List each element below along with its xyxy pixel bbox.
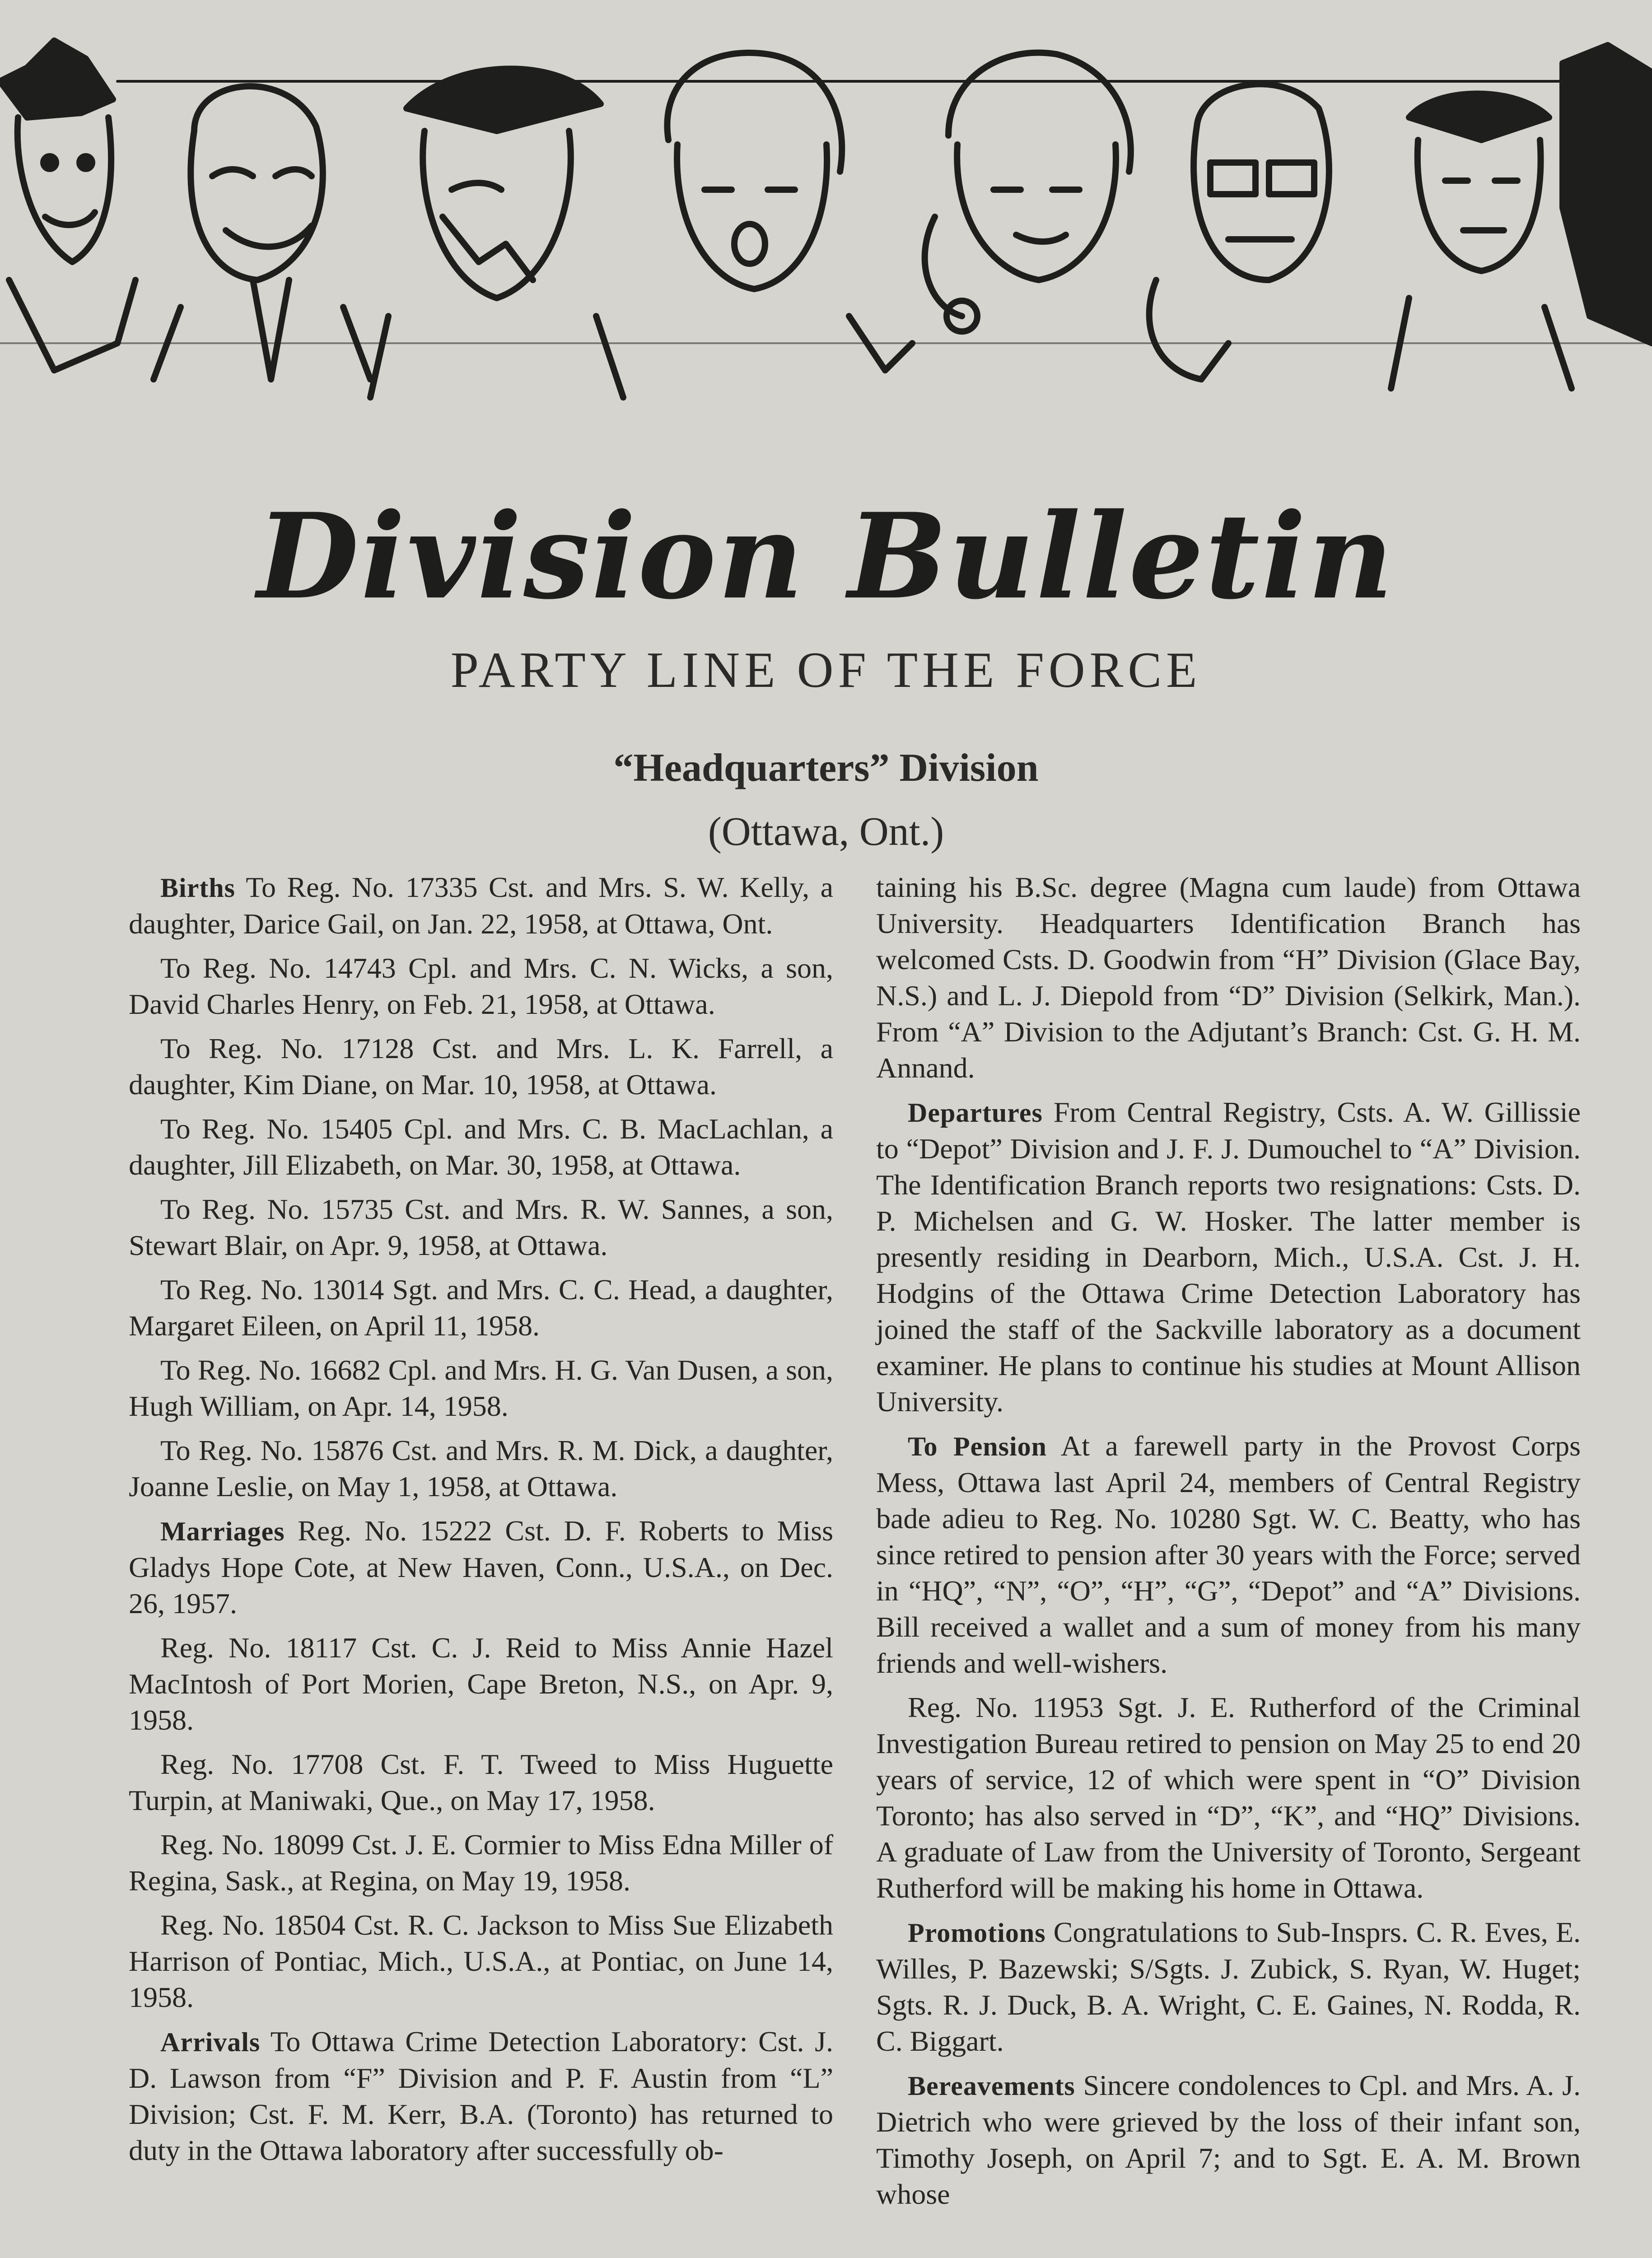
paragraph-text: Reg. No. 11953 Sgt. J. E. Rutherford of the Criminal Investigation Bureau retired to pension on May 25 to end 20 years of service, 12 of which were spent in “O” Division Toronto; has also served in “D”, “K”, and “HQ” Divisions. A graduate of Law from the University of Toronto, Sergeant Rutherford will be making his home in Ottawa. <box>876 1691 1581 1904</box>
paragraph-text: Sincere condolences to Cpl. and Mrs. A. J. Dietrich who were grieved by the loss of their infant son, Timothy Joseph, on April 7; and to Sgt. E. A. M. Brown whose <box>876 2069 1581 2210</box>
officer-cap-face-icon <box>370 69 623 397</box>
paragraph <box>129 2024 833 2169</box>
glasses-man-phone-face-icon <box>1149 84 1329 379</box>
paragraph <box>129 1191 833 1264</box>
telephone-operator-face-icon <box>925 53 1131 331</box>
paragraph-text: Reg. No. 18504 Cst. R. C. Jackson to Miss Sue Elizabeth Harrison of Pontiac, Mich., U.S.A., at Pontiac, on June 14, 1958. <box>129 1909 833 2013</box>
paragraph <box>876 2067 1581 2212</box>
section-heading: Departures <box>908 1098 1043 1128</box>
section-heading: Arrivals <box>160 2027 261 2057</box>
section-heading: To Pension <box>908 1432 1047 1461</box>
division-place: (Ottawa, Ont.) <box>708 809 944 854</box>
section-heading: Births <box>160 873 236 903</box>
section-heading: Marriages <box>160 1516 285 1546</box>
paragraph <box>129 1352 833 1424</box>
paragraph <box>876 1689 1581 1906</box>
paragraph <box>129 1746 833 1819</box>
mountie-hat-face-icon <box>0 41 135 370</box>
paragraph-text: To Reg. No. 14743 Cpl. and Mrs. C. N. Wicks, a son, David Charles Henry, on Feb. 21, 1958, at Ottawa. <box>129 952 833 1020</box>
paragraph-text: taining his B.Sc. degree (Magna cum laude) from Ottawa University. Headquarters Identification Branch has welcomed Csts. D. Goodwin from “H” Division (Glace Bay, N.S.) and L. J. Diepold from “D” Division (Selkirk, Man.). From “A” Division to the Adjutant’s Branch: Cst. G. H. M. Annand. <box>876 871 1581 1084</box>
paragraph <box>129 1630 833 1738</box>
bulletin-title: Division Bulletin <box>257 488 1395 625</box>
paragraph-text: From Central Registry, Csts. A. W. Gillissie to “Depot” Division and J. F. J. Dumouchel to “A” Division. The Identification Branch reports two resignations: Csts. D. P. Michelsen and G. W. Hosker. The latter member is presently residing in Dearborn, Mich., U.S.A. Cst. J. H. Hodgins of the Ottawa Crime Detection Laboratory has joined the staff of the Sackville laboratory as a document examiner. He plans to continue his studies at Mount Allison University. <box>876 1096 1581 1418</box>
paragraph-text: Reg. No. 18117 Cst. C. J. Reid to Miss Annie Hazel MacIntosh of Port Morien, Cape Breton, N.S., on Apr. 9, 1958. <box>129 1632 833 1736</box>
paragraph <box>129 1432 833 1505</box>
paragraph-text: To Reg. No. 15735 Cst. and Mrs. R. W. Sannes, a son, Stewart Blair, on Apr. 9, 1958, at Ottawa. <box>129 1193 833 1261</box>
paragraph <box>129 1031 833 1103</box>
paragraph-text: Reg. No. 15222 Cst. D. F. Roberts to Miss Gladys Hope Cote, at New Haven, Conn., U.S.A., on Dec. 26, 1957. <box>129 1515 834 1619</box>
paragraph <box>129 1513 833 1622</box>
mountie-cap-horse-icon <box>1391 45 1652 388</box>
paragraph <box>129 1272 833 1344</box>
paragraph <box>129 1907 833 2015</box>
paragraph-text: To Reg. No. 13014 Sgt. and Mrs. C. C. Head, a daughter, Margaret Eileen, on April 11, 1958. <box>129 1274 833 1342</box>
section-heading: Bereavements <box>908 2071 1075 2101</box>
paragraph <box>876 1428 1581 1681</box>
paragraph <box>876 1914 1581 2059</box>
paragraph-text: To Reg. No. 17128 Cst. and Mrs. L. K. Farrell, a daughter, Kim Diane, on Mar. 10, 1958, at Ottawa. <box>129 1032 833 1101</box>
paragraph-text: To Reg. No. 17335 Cst. and Mrs. S. W. Kelly, a daughter, Darice Gail, on Jan. 22, 1958, at Ottawa, Ont. <box>129 871 834 940</box>
paragraph <box>129 1827 833 1899</box>
paragraph <box>876 1094 1581 1420</box>
paragraph <box>129 869 833 942</box>
woman-face-icon <box>667 53 912 370</box>
bald-man-face-icon <box>154 86 370 379</box>
section-heading: Promotions <box>908 1918 1046 1948</box>
paragraph <box>129 1111 833 1183</box>
paragraph-text: Reg. No. 17708 Cst. F. T. Tweed to Miss Huguette Turpin, at Maniwaki, Que., on May 17, 1958. <box>129 1748 833 1816</box>
paragraph-text: Congratulations to Sub-Insprs. C. R. Eves, E. Willes, P. Bazewski; S/Sgts. J. Zubick, S. Ryan, W. Huget; Sgts. R. J. Duck, B. A. Wright, C. E. Gaines, N. Rodda, R. C. Biggart. <box>876 1916 1581 2057</box>
paragraph-text: To Reg. No. 15876 Cst. and Mrs. R. M. Dick, a daughter, Joanne Leslie, on May 1, 1958, at Ottawa. <box>129 1434 833 1502</box>
left-column <box>129 869 833 2177</box>
bulletin-subtitle: PARTY LINE OF THE FORCE <box>450 642 1202 698</box>
paragraph-text: To Ottawa Crime Detection Laboratory: Cst. J. D. Lawson from “F” Division and P. F. Austin from “L” Division; Cst. F. M. Kerr, B.A. (Toronto) has returned to duty in the Ottawa laboratory after successfully ob- <box>129 2025 834 2166</box>
right-column <box>876 869 1581 2221</box>
paragraph-text: To Reg. No. 15405 Cpl. and Mrs. C. B. MacLachlan, a daughter, Jill Elizabeth, on Mar. 30, 1958, at Ottawa. <box>129 1113 833 1181</box>
paragraph-text: Reg. No. 18099 Cst. J. E. Cormier to Miss Edna Miller of Regina, Sask., at Regina, on May 19, 1958. <box>129 1829 833 1897</box>
paragraph-text: To Reg. No. 16682 Cpl. and Mrs. H. G. Van Dusen, a son, Hugh William, on Apr. 14, 1958. <box>129 1354 833 1422</box>
paragraph-text: At a farewell party in the Provost Corps Mess, Ottawa last April 24, members of Central Registry bade adieu to Reg. No. 10280 Sgt. W. C. Beatty, who has since retired to pension after 30 years with the Force; served in “HQ”, “N”, “O”, “H”, “G”, “Depot” and “A” Divisions. Bill received a wallet and a sum of money from his many friends and well-wishers. <box>876 1430 1581 1679</box>
caricature-banner-illustration <box>0 27 1652 406</box>
paragraph <box>129 950 833 1022</box>
division-name: “Headquarters” Division <box>613 746 1039 790</box>
paragraph <box>876 869 1581 1086</box>
